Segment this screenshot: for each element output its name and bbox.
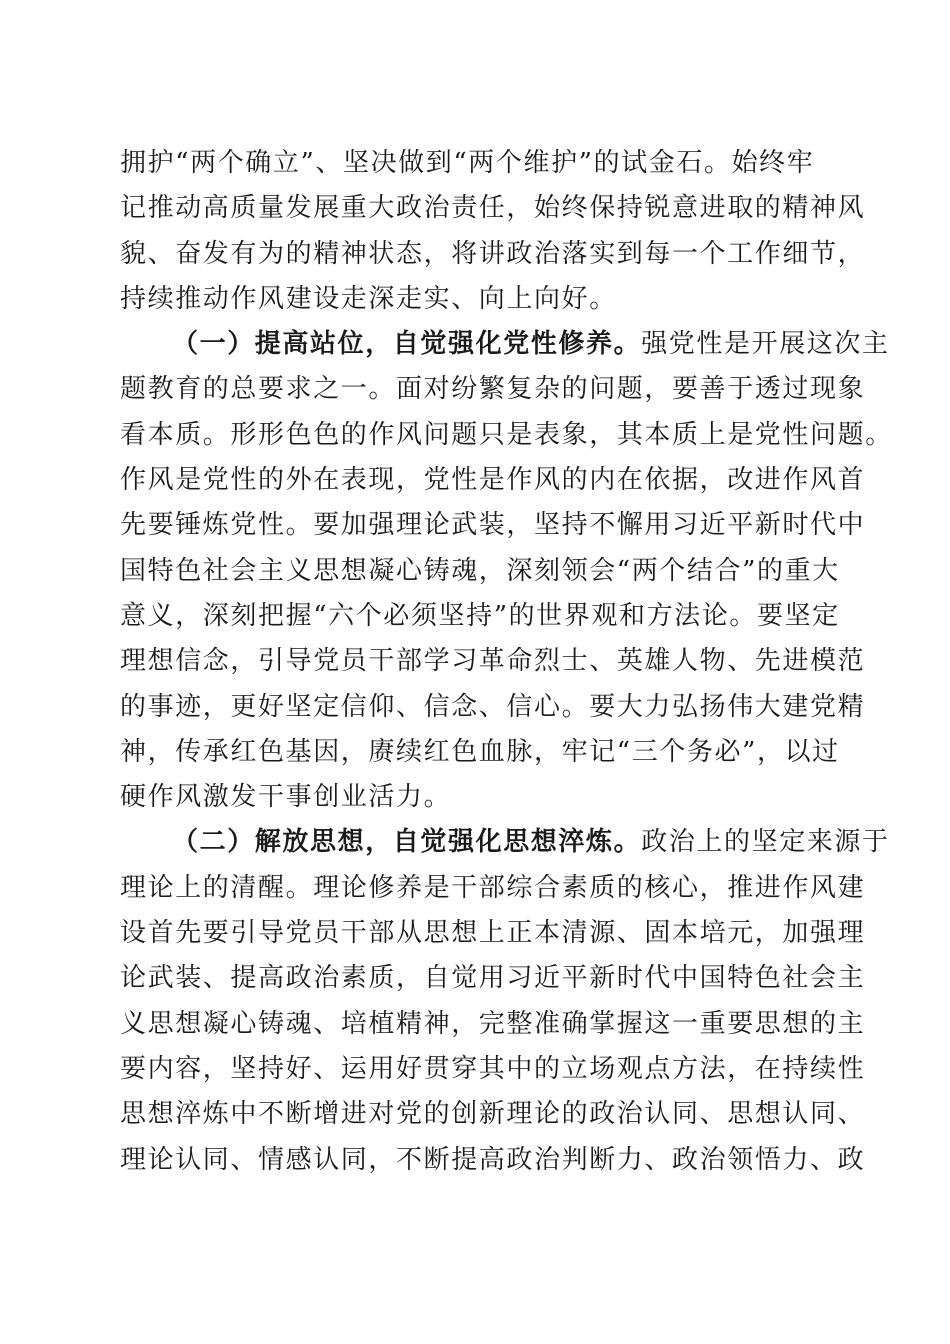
section-2-heading: （二）解放思想，自觉强化思想淬炼。 xyxy=(172,827,642,858)
text-line: 的事迹，更好坚定信仰、信念、信心。要大力弘扬伟大建党精 xyxy=(120,691,866,722)
text-line: 记推动高质量发展重大政治责任，始终保持锐意进取的精神风 xyxy=(120,193,866,224)
text-line: 思想淬炼中不断增进对党的创新理论的政治认同、思想认同、 xyxy=(120,1099,866,1130)
text-line: 要内容，坚持好、运用好贯穿其中的立场观点方法，在持续性 xyxy=(120,1053,866,1084)
text-line: 设首先要引导党员干部从思想上正本清源、固本培元，加强理 xyxy=(120,918,866,949)
text-line: 义思想凝心铸魂、培植精神，完整准确掌握这一重要思想的主 xyxy=(120,1008,866,1039)
text-line: 理想信念，引导党员干部学习革命烈士、英雄人物、先进模范 xyxy=(120,646,866,677)
section-1-first-line xyxy=(120,322,890,367)
section-1-paragraph xyxy=(120,322,893,820)
text-line: 看本质。形形色色的作风问题只是表象，其本质上是党性问题。 xyxy=(120,419,893,450)
text-line: 论武装、提高政治素质，自觉用习近平新时代中国特色社会主 xyxy=(120,963,866,994)
document-body xyxy=(120,141,893,1183)
text-line: 理论认同、情感认同，不断提高政治判断力、政治领悟力、政 xyxy=(120,1144,866,1175)
section-1-heading: （一）提高站位，自觉强化党性修养。 xyxy=(172,329,642,360)
text-line: 先要锤炼党性。要加强理论武装，坚持不懈用习近平新时代中 xyxy=(120,510,866,541)
text-line: 国特色社会主义思想凝心铸魂，深刻领会“两个结合”的重大 xyxy=(120,555,840,586)
text-line: 题教育的总要求之一。面对纷繁复杂的问题，要善于透过现象 xyxy=(120,374,866,405)
section-2-paragraph xyxy=(120,820,890,1182)
text-line: 理论上的清醒。理论修养是干部综合素质的核心，推进作风建 xyxy=(120,872,866,903)
intro-paragraph xyxy=(120,141,866,322)
section-2-first-line-text: 政治上的坚定来源于 xyxy=(641,827,890,858)
section-1-first-line-text: 强党性是开展这次主 xyxy=(641,329,890,360)
text-line: 作风是党性的外在表现，党性是作风的内在依据，改进作风首 xyxy=(120,465,866,496)
text-line: 硬作风激发干事创业活力。 xyxy=(120,782,452,813)
text-line: 持续推动作风建设走深走实、向上向好。 xyxy=(120,283,617,314)
text-line: 神，传承红色基因，赓续红色血脉，牢记“三个务必”，以过 xyxy=(120,736,840,767)
text-line: 貌、奋发有为的精神状态，将讲政治落实到每一个工作细节， xyxy=(120,238,866,269)
text-line: 意义，深刻把握“六个必须坚持”的世界观和方法论。要坚定 xyxy=(120,600,840,631)
text-line: 拥护“两个确立”、坚决做到“两个维护”的试金石。始终牢 xyxy=(120,148,815,178)
section-2-first-line xyxy=(120,820,890,865)
